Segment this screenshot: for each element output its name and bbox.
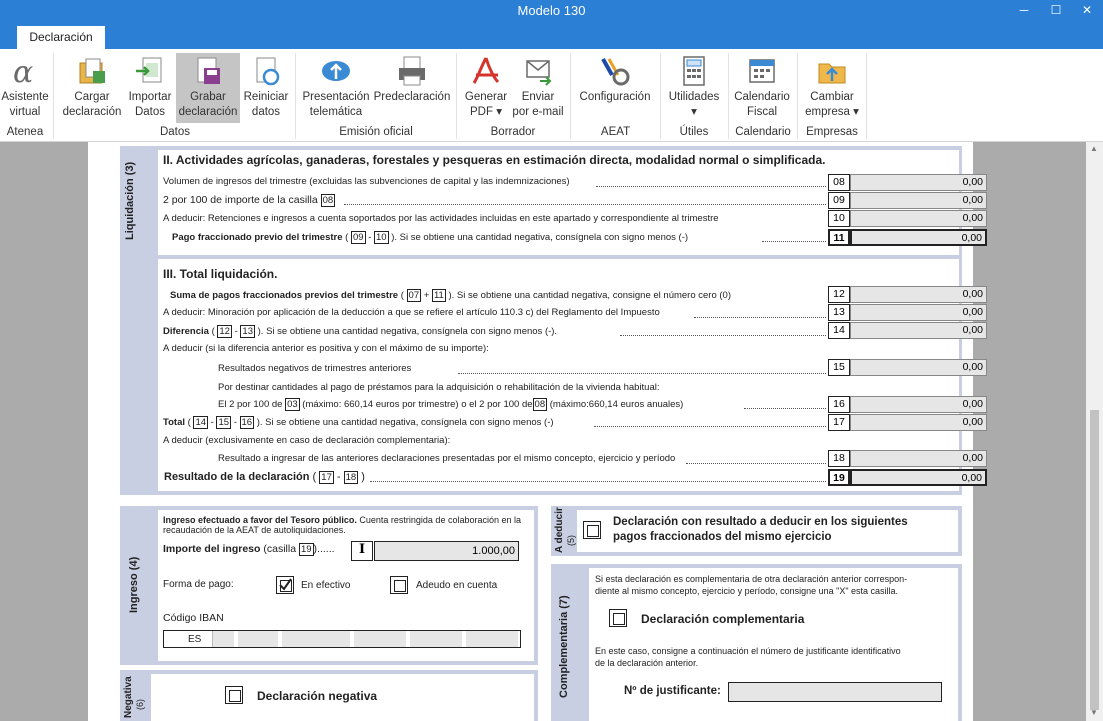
save-icon xyxy=(192,55,224,87)
liquidacion-section xyxy=(120,146,983,495)
row16-label xyxy=(218,398,683,411)
btn-label: virtual xyxy=(9,106,41,118)
negativa-label: Declaración negativa xyxy=(257,689,378,703)
vertical-scrollbar[interactable] xyxy=(1086,142,1103,721)
row14-title: Diferencia xyxy=(163,326,209,337)
value-08[interactable]: 0,00 xyxy=(850,174,987,191)
iban-cell xyxy=(282,631,350,647)
value-15[interactable]: 0,00 xyxy=(850,359,987,376)
ref-19: 19 xyxy=(300,544,312,555)
row19-label: Resultado de la declaración ( 17 - 18 ) xyxy=(164,471,365,483)
svg-text:α: α xyxy=(13,55,34,87)
box-09: 09 xyxy=(828,192,850,209)
ref-13: 13 xyxy=(242,326,253,337)
value-10[interactable]: 0,00 xyxy=(850,210,987,227)
row11-title: Pago fraccionado previo del trimestre xyxy=(172,232,343,243)
cargar-declaracion-button[interactable] xyxy=(60,53,124,120)
value-12[interactable]: 0,00 xyxy=(850,286,987,303)
separator xyxy=(866,53,867,139)
iban-cell xyxy=(212,631,234,647)
ref-10: 10 xyxy=(376,232,387,243)
btn-label: Predeclaración xyxy=(373,91,451,103)
document-page xyxy=(88,142,983,721)
btn-label: empresa ▾ xyxy=(805,106,859,118)
row17-label: Total ( 14 - 15 - 16 ). Si se obtiene una cantidad negativa, consígnela con signo menos (-) xyxy=(163,417,554,428)
minimize-button[interactable]: ─ xyxy=(1019,3,1029,17)
ref-18: 18 xyxy=(345,472,357,483)
asistente-virtual-button[interactable] xyxy=(0,53,50,120)
ref-15: 15 xyxy=(218,417,230,428)
deducir2-label: A deducir (exclusivamente en caso de declaración complementaria): xyxy=(163,435,451,446)
calendario-fiscal-button[interactable] xyxy=(730,53,794,120)
deducir-label-1: Declaración con resultado a deducir en los siguientes xyxy=(613,516,908,528)
title-bar xyxy=(0,0,1103,22)
grabar-declaracion-button[interactable] xyxy=(176,53,240,123)
ribbon xyxy=(0,49,1103,142)
generar-pdf-button[interactable] xyxy=(460,53,512,120)
dots xyxy=(594,426,826,427)
complementaria-label: Declaración complementaria xyxy=(641,612,805,626)
negativa-panel xyxy=(151,674,534,721)
adeudo-label: Adeudo en cuenta xyxy=(416,580,498,591)
box-18: 18 xyxy=(828,450,850,467)
ref-14: 14 xyxy=(195,417,207,428)
box-14: 14 xyxy=(828,322,850,339)
configuracion-button[interactable] xyxy=(574,53,656,105)
importe-title: Importe del ingreso xyxy=(163,543,261,555)
refresh-icon xyxy=(250,55,282,87)
close-button[interactable]: ✕ xyxy=(1081,3,1093,17)
iban-cell xyxy=(354,631,406,647)
btn-label: declaración xyxy=(62,106,122,118)
ref-11: 11 xyxy=(433,290,444,301)
complementaria-section xyxy=(551,564,962,721)
group-empresas: Empresas xyxy=(806,126,858,138)
presentacion-telematica-button[interactable] xyxy=(300,53,372,120)
iban-country: ES xyxy=(188,634,202,645)
group-utiles: Útiles xyxy=(679,126,709,138)
importe-label: Importe del ingreso (casilla 19 )...... xyxy=(163,543,335,555)
btn-label: por e-mail xyxy=(512,106,564,118)
value-17[interactable]: 0,00 xyxy=(850,414,987,431)
btn-label: Asistente xyxy=(1,91,49,103)
compl-text-3: En este caso, consigne a continuación el número de justificante identificativo xyxy=(595,646,901,656)
casilla-text: (casilla xyxy=(263,543,297,555)
negativa-section xyxy=(120,670,538,721)
deducir-label-2: pagos fraccionados del mismo ejercicio xyxy=(613,531,832,543)
folder-up-icon xyxy=(816,55,848,87)
btn-label: Importar xyxy=(128,91,172,103)
section-ii-title: II. Actividades agrícolas, ganaderas, forestales y pesqueras en estimación directa, modalidad normal o simplificada. xyxy=(163,153,826,167)
utilidades-button[interactable] xyxy=(664,53,724,120)
row13-label: A deducir: Minoración por aplicación de la deducción a que se refiere el artículo 110.3 c) del Reglamento del Impuesto xyxy=(163,307,660,318)
row17-text: ). Si se obtiene una cantidad negativa, consígnela con signo menos (-) xyxy=(256,417,554,428)
compl-text-1: Si esta declaración es complementaria de otra declaración anterior correspon- xyxy=(595,574,908,584)
btn-label: Fiscal xyxy=(746,106,778,118)
complementaria-side-label: Complementaria (7) xyxy=(558,595,570,698)
i-beam-icon: I xyxy=(351,541,373,561)
value-14[interactable]: 0,00 xyxy=(850,322,987,339)
btn-label: Configuración xyxy=(579,91,651,103)
dots xyxy=(694,317,826,318)
btn-label: datos xyxy=(251,106,281,118)
email-icon xyxy=(522,55,554,87)
checkmark-icon xyxy=(277,577,293,593)
row17-title: Total xyxy=(163,417,185,428)
negativa-side-label: Negativa xyxy=(123,676,134,718)
box-11: 11 xyxy=(828,229,850,246)
deducir-side-num: (5) xyxy=(566,535,576,546)
value-11[interactable]: 0,00 xyxy=(850,229,987,246)
complementaria-checkbox[interactable] xyxy=(609,609,627,627)
group-borrador: Borrador xyxy=(490,126,536,138)
row08-label: Volumen de ingresos del trimestre (excluidas las subvenciones de capital y las indemnizaciones) xyxy=(163,176,570,187)
alpha-icon xyxy=(9,55,41,87)
ingreso-desc1: Cuenta restringida de colaboración en la xyxy=(359,515,521,525)
ref-17: 17 xyxy=(321,472,332,483)
tab-bar xyxy=(0,22,1103,49)
iban-cell xyxy=(410,631,462,647)
value-18[interactable]: 0,00 xyxy=(850,450,987,467)
dots xyxy=(686,463,826,464)
row15-label: Resultados negativos de trimestres anteriores xyxy=(218,363,412,374)
btn-label: ▾ xyxy=(691,106,697,118)
window-title: Modelo 130 xyxy=(517,3,586,18)
ref-08b: 08 xyxy=(534,399,546,410)
deducir-label: A deducir (si la diferencia anterior es positiva y con el máximo de su importe): xyxy=(163,343,489,354)
efectivo-label: En efectivo xyxy=(301,580,351,591)
box-12: 12 xyxy=(828,286,850,303)
ref-09: 09 xyxy=(352,232,364,243)
group-emision-oficial: Emisión oficial xyxy=(339,126,413,138)
gear-icon xyxy=(599,55,631,87)
box-08: 08 xyxy=(828,174,850,191)
row16-text3: (máximo:660,14 euros anuales) xyxy=(549,399,684,410)
cambiar-empresa-button[interactable] xyxy=(800,53,864,120)
ingreso-desc-1 xyxy=(163,515,521,525)
ingreso-title: Ingreso efectuado a favor del Tesoro público. xyxy=(163,515,357,525)
ref-08: 08 xyxy=(322,195,334,206)
row14-label: Diferencia ( 12 - 13 ). Si se obtiene una cantidad negativa, consígnela con signo menos (-). xyxy=(163,326,558,337)
btn-label: Utilidades xyxy=(668,91,720,103)
ingreso-desc-2: recaudación de la AEAT de autoliquidaciones. xyxy=(163,525,346,535)
cloud-upload-icon xyxy=(320,55,352,87)
row11-label: Pago fraccionado previo del trimestre ( 09 - 10 ). Si se obtiene una cantidad negativa, consígnela con signo menos (-) xyxy=(172,232,689,243)
scroll-up-icon[interactable]: ▲ xyxy=(1090,144,1098,153)
box-13: 13 xyxy=(828,304,850,321)
ingreso-panel xyxy=(158,510,534,661)
row12-text: ). Si se obtiene una cantidad negativa, consigne el número cero (0) xyxy=(448,290,731,301)
ref-03: 03 xyxy=(287,399,298,410)
reiniciar-datos-button[interactable] xyxy=(240,53,292,120)
importar-datos-button[interactable] xyxy=(124,53,176,120)
row16-text2: (máximo: 660,14 euros por trimestre) o el 2 por 100 de xyxy=(302,399,533,410)
liquidacion-side-label: Liquidación (3) xyxy=(124,161,136,240)
btn-label: Datos xyxy=(134,106,166,118)
ref-16: 16 xyxy=(241,417,253,428)
ref-12: 12 xyxy=(219,326,230,337)
compl-text-2: diente al mismo concepto, ejercicio y período, consigne una "X" esta casilla. xyxy=(595,586,899,596)
import-icon xyxy=(134,55,166,87)
btn-label: Enviar xyxy=(521,91,555,103)
row09-text: 2 por 100 de importe de la casilla xyxy=(163,194,318,206)
section-ii xyxy=(158,150,983,255)
ingreso-section xyxy=(120,506,538,665)
value-16[interactable]: 0,00 xyxy=(850,396,987,413)
box-19: 19 xyxy=(828,469,850,486)
dots xyxy=(370,481,826,482)
scroll-down-icon[interactable]: ▼ xyxy=(1090,708,1098,717)
deducir-section xyxy=(551,506,962,556)
deducir-checkbox[interactable] xyxy=(583,521,601,539)
group-atenea: Atenea xyxy=(6,126,44,138)
btn-label: Cambiar xyxy=(810,91,854,103)
forma-pago-label: Forma de pago: xyxy=(163,579,234,590)
btn-label: Calendario xyxy=(734,91,790,103)
row16-intro: Por destinar cantidades al pago de préstamos para la adquisición o rehabilitación de la vivienda habitual: xyxy=(218,382,660,393)
tab-declaracion[interactable]: Declaración xyxy=(17,26,105,49)
group-datos: Datos xyxy=(159,126,191,138)
folder-load-icon xyxy=(76,55,108,87)
justificante-input[interactable] xyxy=(728,682,942,702)
scroll-thumb[interactable] xyxy=(1090,410,1099,710)
iban-label: Código IBAN xyxy=(163,612,224,624)
row14-text: ). Si se obtiene una cantidad negativa, consígnela con signo menos (-). xyxy=(257,326,558,337)
row10-label: A deducir: Retenciones e ingresos a cuenta soportados por las actividades incluidas en este apartado y correspondiente al trimestre xyxy=(163,213,719,224)
enviar-email-button[interactable] xyxy=(512,53,564,120)
deducir-panel xyxy=(577,510,958,552)
row09-label xyxy=(163,194,335,207)
ref-07: 07 xyxy=(408,290,420,301)
section-iii xyxy=(158,259,983,491)
adeudo-checkbox[interactable] xyxy=(390,576,408,594)
iban-input[interactable] xyxy=(163,630,521,648)
iban-cell xyxy=(238,631,278,647)
efectivo-checkbox[interactable] xyxy=(276,576,294,594)
btn-label: Presentación xyxy=(302,91,370,103)
box-15: 15 xyxy=(828,359,850,376)
justificante-label: Nº de justificante: xyxy=(624,685,721,697)
negativa-checkbox[interactable] xyxy=(225,686,243,704)
dots xyxy=(744,408,826,409)
value-19[interactable]: 0,00 xyxy=(850,469,987,486)
row12-label: Suma de pagos fraccionados previos del trimestre ( 07 + 11 ). Si se obtiene una cantidad negativa, consigne el número cero (0) xyxy=(170,290,731,301)
box-10: 10 xyxy=(828,210,850,227)
btn-label: declaración xyxy=(178,106,238,118)
btn-label: Grabar xyxy=(190,91,226,103)
row18-label: Resultado a ingresar de las anteriores declaraciones presentadas por el mismo concepto, ejercicio y período xyxy=(218,453,676,464)
btn-label: PDF ▾ xyxy=(470,106,502,118)
maximize-button[interactable]: ☐ xyxy=(1050,3,1062,17)
calculator-icon xyxy=(678,55,710,87)
btn-label: Reiniciar xyxy=(243,91,289,103)
deducir-side-label: A deducir xyxy=(554,507,565,553)
ingreso-side-label: Ingreso (4) xyxy=(128,556,140,613)
row19-title: Resultado de la declaración xyxy=(164,471,310,483)
row11-text: ). Si se obtiene una cantidad negativa, consígnela con signo menos (-) xyxy=(391,232,689,243)
row16-text1: El 2 por 100 de xyxy=(218,399,283,410)
value-09[interactable]: 0,00 xyxy=(850,192,987,209)
row12-title: Suma de pagos fraccionados previos del trimestre xyxy=(170,290,399,301)
dots xyxy=(620,335,826,336)
iban-cell xyxy=(466,631,518,647)
complementaria-panel xyxy=(589,568,958,721)
dots xyxy=(762,241,826,242)
calendar-icon xyxy=(746,55,778,87)
negativa-side-num: (6) xyxy=(135,699,145,710)
pdf-icon xyxy=(470,55,502,87)
importe-ingreso-input[interactable]: 1.000,00 xyxy=(374,541,519,561)
box-16: 16 xyxy=(828,396,850,413)
group-calendario: Calendario xyxy=(735,126,791,138)
compl-text-4: de la declaración anterior. xyxy=(595,658,699,668)
btn-label: Generar xyxy=(464,91,508,103)
printer-icon xyxy=(396,55,428,87)
separator xyxy=(53,53,54,139)
section-iii-title: III. Total liquidación. xyxy=(163,267,278,281)
box-17: 17 xyxy=(828,414,850,431)
dots xyxy=(596,186,826,187)
dots xyxy=(344,204,826,205)
group-aeat: AEAT xyxy=(600,126,631,138)
predeclaracion-button[interactable] xyxy=(372,53,452,105)
btn-label: telemática xyxy=(309,106,363,118)
value-13[interactable]: 0,00 xyxy=(850,304,987,321)
btn-label: Cargar xyxy=(74,91,110,103)
dots xyxy=(458,373,826,374)
